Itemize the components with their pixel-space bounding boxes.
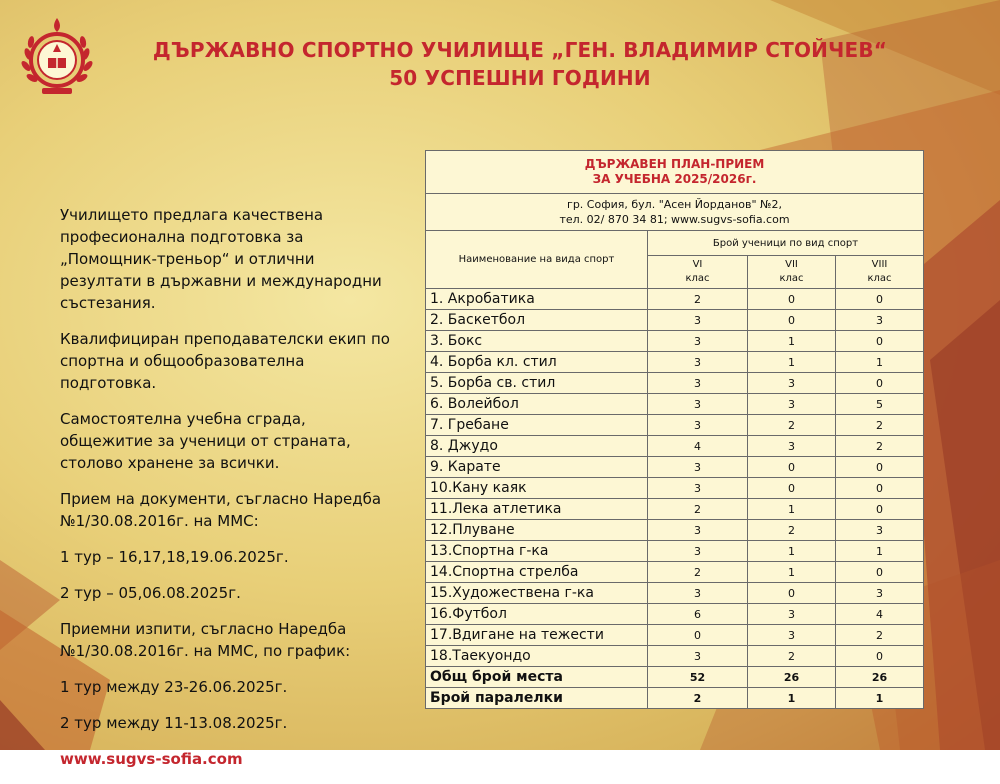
admission-plan-table: [425, 150, 924, 709]
table-row: [426, 415, 924, 436]
table-row: [426, 394, 924, 415]
class-count: 0: [836, 373, 924, 394]
class-count: 1: [748, 688, 836, 709]
info-paragraph: Приемни изпити, съгласно Наредба №1/30.08.2016г. на МMС, по график:: [60, 620, 351, 660]
class-count: 2: [648, 289, 748, 310]
class-count: 0: [748, 310, 836, 331]
sport-name: 1. Акробатика: [426, 289, 648, 310]
class-count: 1: [748, 541, 836, 562]
sport-name: 7. Гребане: [426, 415, 648, 436]
class-count: 3: [748, 436, 836, 457]
class-count: 4: [836, 604, 924, 625]
sport-name: 3. Бокс: [426, 331, 648, 352]
table-row: [426, 646, 924, 667]
class-count: 3: [836, 310, 924, 331]
table-title-line-1: ДЪРЖАВЕН ПЛАН-ПРИЕМ: [584, 157, 765, 171]
class-roman: VIII: [871, 259, 888, 270]
class-roman: VI: [692, 259, 703, 270]
page-title: [110, 36, 930, 92]
class-count: 0: [836, 457, 924, 478]
class-count: 2: [836, 415, 924, 436]
class-count: 3: [648, 520, 748, 541]
sport-name: 9. Карате: [426, 457, 648, 478]
class-header: [648, 256, 748, 289]
class-count: 2: [748, 415, 836, 436]
class-count: 3: [836, 520, 924, 541]
class-header: [748, 256, 836, 289]
class-count: 1: [748, 499, 836, 520]
class-count: 0: [648, 625, 748, 646]
class-count: 0: [748, 289, 836, 310]
title-line-2: 50 УСПЕШНИ ГОДИНИ: [389, 66, 651, 90]
class-count: 2: [648, 499, 748, 520]
info-paragraph: Квалифициран преподавателски екип по спортна и общообразователна подготовка.: [60, 330, 390, 392]
class-label: клас: [867, 273, 892, 284]
sport-name: 11.Лека атлетика: [426, 499, 648, 520]
class-count: 3: [648, 583, 748, 604]
column-header-sport: Наименование на вида спорт: [426, 231, 648, 289]
class-header: [836, 256, 924, 289]
class-count: 2: [648, 688, 748, 709]
info-paragraph: 2 тур – 05,06.08.2025г.: [60, 584, 241, 602]
class-count: 3: [836, 583, 924, 604]
class-count: 1: [836, 541, 924, 562]
class-count: 3: [748, 373, 836, 394]
table-row: [426, 583, 924, 604]
table-title-line-2: ЗА УЧЕБНА 2025/2026г.: [592, 172, 757, 186]
class-count: 26: [748, 667, 836, 688]
total-row: [426, 667, 924, 688]
address-line-1: гр. София, бул. "Асен Йорданов" №2,: [567, 198, 782, 211]
sport-name: 5. Борба св. стил: [426, 373, 648, 394]
class-count: 3: [648, 541, 748, 562]
table-row: [426, 457, 924, 478]
sport-name: 14.Спортна стрелба: [426, 562, 648, 583]
class-count: 0: [836, 478, 924, 499]
class-count: 0: [836, 562, 924, 583]
class-count: 3: [648, 331, 748, 352]
info-paragraph: 2 тур между 11-13.08.2025г.: [60, 714, 288, 732]
class-count: 3: [748, 604, 836, 625]
class-count: 1: [748, 562, 836, 583]
class-count: 1: [748, 331, 836, 352]
sport-name: 2. Баскетбол: [426, 310, 648, 331]
table-row: [426, 541, 924, 562]
class-count: 0: [748, 478, 836, 499]
table-row: [426, 331, 924, 352]
class-count: 3: [748, 625, 836, 646]
info-text-block: [60, 204, 400, 784]
class-count: 5: [836, 394, 924, 415]
class-count: 26: [836, 667, 924, 688]
class-count: 2: [748, 646, 836, 667]
class-count: 4: [648, 436, 748, 457]
class-count: 0: [836, 289, 924, 310]
class-count: 3: [648, 457, 748, 478]
sport-name: 10.Кану каяк: [426, 478, 648, 499]
class-label: клас: [685, 273, 710, 284]
address-line-2: тел. 02/ 870 34 81; www.sugvs-sofia.com: [559, 213, 790, 226]
class-count: 52: [648, 667, 748, 688]
table-row: [426, 352, 924, 373]
table-row: [426, 520, 924, 541]
class-count: 1: [836, 688, 924, 709]
class-count: 2: [836, 625, 924, 646]
class-count: 6: [648, 604, 748, 625]
sport-name: 12.Плуване: [426, 520, 648, 541]
class-count: 3: [648, 646, 748, 667]
class-count: 0: [748, 457, 836, 478]
class-count: 1: [836, 352, 924, 373]
class-count: 3: [648, 394, 748, 415]
table-row: [426, 499, 924, 520]
total-row: [426, 688, 924, 709]
class-count: 0: [836, 331, 924, 352]
table-row: [426, 478, 924, 499]
table-row: [426, 625, 924, 646]
class-count: 3: [648, 352, 748, 373]
class-count: 3: [648, 415, 748, 436]
class-count: 2: [648, 562, 748, 583]
class-count: 0: [836, 499, 924, 520]
class-count: 2: [748, 520, 836, 541]
info-paragraph: 1 тур между 23-26.06.2025г.: [60, 678, 288, 696]
sport-name: 17.Вдигане на тежести: [426, 625, 648, 646]
class-count: 1: [748, 352, 836, 373]
sport-name: 4. Борба кл. стил: [426, 352, 648, 373]
sport-name: Брой паралелки: [426, 688, 648, 709]
class-count: 2: [836, 436, 924, 457]
table-row: [426, 289, 924, 310]
sport-name: 8. Джудо: [426, 436, 648, 457]
table-title: [426, 151, 924, 194]
class-roman: VII: [785, 259, 798, 270]
class-count: 0: [748, 583, 836, 604]
table-row: [426, 436, 924, 457]
class-count: 3: [648, 373, 748, 394]
class-count: 3: [648, 310, 748, 331]
sport-name: 13.Спортна г-ка: [426, 541, 648, 562]
school-logo: [14, 14, 100, 100]
title-line-1: ДЪРЖАВНО СПОРТНО УЧИЛИЩЕ „ГЕН. ВЛАДИМИР СТОЙЧЕВ“: [152, 38, 888, 62]
info-paragraph: 1 тур – 16,17,18,19.06.2025г.: [60, 548, 289, 566]
info-paragraph: Прием на документи, съгласно Наредба №1/30.08.2016г. на МMС:: [60, 490, 382, 530]
sport-name: 15.Художествена г-ка: [426, 583, 648, 604]
sport-name: 6. Волейбол: [426, 394, 648, 415]
table-row: [426, 562, 924, 583]
class-count: 0: [836, 646, 924, 667]
class-count: 3: [648, 478, 748, 499]
class-count: 3: [748, 394, 836, 415]
info-paragraph: Училището предлага качествена професионална подготовка за „Помощник-треньор“ и отлични резултати в държавни и международни състезания.: [60, 206, 382, 312]
class-label: клас: [779, 273, 804, 284]
table-row: [426, 604, 924, 625]
table-row: [426, 373, 924, 394]
website-link[interactable]: www.sugvs-sofia.com: [60, 750, 243, 768]
sport-name: 16.Футбол: [426, 604, 648, 625]
table-address: [426, 194, 924, 231]
table-row: [426, 310, 924, 331]
sport-name: 18.Таекуондо: [426, 646, 648, 667]
info-paragraph: Самостоятелна учебна сграда, общежитие за ученици от страната, столово хранене за всички.: [60, 410, 351, 472]
sport-name: Общ брой места: [426, 667, 648, 688]
column-header-group: Брой ученици по вид спорт: [648, 231, 924, 256]
